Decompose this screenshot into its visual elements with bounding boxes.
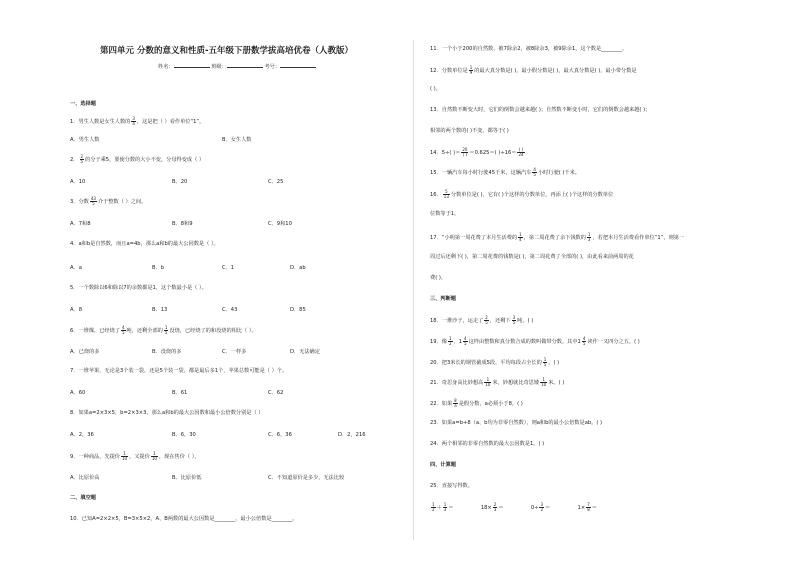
- fraction: $\frac{4}{5}$: [582, 336, 586, 346]
- option[interactable]: D．无法确定: [290, 349, 320, 355]
- page-title: 第四单元 分数的意义和性质-五年级下册数学拔高培优卷（人教版）: [100, 46, 353, 56]
- fraction: $\frac{1}{5}$: [164, 325, 168, 335]
- fraction: $\frac{1}{10}$: [485, 377, 491, 387]
- question-1: 1．男生人数是女生人数的 $\frac{3}{4}$ ，这是把（ ）看作单位“1”。: [70, 116, 205, 126]
- option[interactable]: A．男生人数: [70, 137, 100, 143]
- fraction: $\frac{4}{5}$: [122, 325, 125, 335]
- fraction: $\frac{2}{3}$: [493, 502, 497, 512]
- fraction: $\frac{1}{3}$: [587, 232, 591, 242]
- question-7: 7．一堆苹果，无论是3个装一袋，还是5个装一袋，都是最后多1个，苹果总数可能是（ ）个。: [70, 368, 288, 374]
- question-10: 10．已知A=2×2×5，B=3×5×2，A、B两数的最大公因数是________，最小公倍数是________。: [70, 516, 298, 522]
- fraction: $\frac{3}{5}$: [512, 315, 516, 325]
- question-19: 19．像 $\frac{1}{2}$ 、1 $\frac{4}{5}$ 这样由整数和真分数合成的数叫做带分数。其中1 $\frac{4}{5}$ 读作一又四分之五。( ): [430, 336, 640, 346]
- question-17-cont: 周过后还剩下( )，第二周花费的钱数是( )，第二周花费了全部的( )，由此看来前两周的花: [430, 254, 634, 260]
- fraction: $\frac{1}{10}$: [151, 451, 157, 461]
- fraction: $\frac{4}{5}$: [533, 167, 536, 177]
- student-info: [158, 62, 316, 70]
- question-11: 11．一个小于200的自然数，被7除余2，被8除余3，被9除余1，这个数是________。: [430, 46, 628, 52]
- option[interactable]: C．1: [222, 265, 235, 271]
- question-13: 13．自然数不断变大时，它们的倒数会越来越( )；自然数不断变小时，它们的倒数会越来越( )；: [430, 107, 651, 113]
- fraction: $\frac{43}{5}$: [90, 196, 96, 206]
- question-14: 14．5÷( )＝ $\frac{20}{( )}$ ＝0.625＝( )÷16＝ $\frac{( )}{24}$: [430, 147, 524, 157]
- fraction: $\frac{7}{8}$: [587, 502, 590, 512]
- option[interactable]: B．8和9: [172, 221, 193, 227]
- option[interactable]: A．2，36: [70, 432, 94, 438]
- number-blank[interactable]: [280, 62, 316, 68]
- option[interactable]: A．60: [70, 390, 86, 396]
- fraction: $\frac{20}{( )}$: [462, 147, 468, 157]
- option[interactable]: A．已烧的多: [70, 349, 100, 355]
- option[interactable]: A．7和8: [70, 221, 91, 227]
- fraction: $\frac{5}{13}$: [443, 189, 449, 199]
- fraction: $\frac{1}{10}$: [541, 377, 547, 387]
- option[interactable]: A．比原价高: [70, 475, 100, 481]
- fraction: $\frac{( )}{24}$: [518, 147, 524, 157]
- question-17-cont2: 费( )。: [430, 275, 447, 281]
- section-heading: 三、判断题: [430, 296, 456, 302]
- question-12: 12．分数单位是 $\frac{1}{9}$ 的最大真分数是( )，最小假分数是( )，最大真分数是( )，最小带分数是: [430, 65, 637, 75]
- option[interactable]: C．62: [268, 390, 284, 396]
- question-21: 21．奇思身高比妙想高 $\frac{1}{10}$ 米，妙想就比奇思矮 $\frac{1}{10}$ 米。( ): [430, 377, 565, 387]
- question-6: 6．一堆煤，已经烧了 $\frac{4}{5}$ 吨，还剩全部的 $\frac{1}{5}$ 没烧，已经烧了的和没烧的相比（ ）。: [70, 325, 257, 335]
- question-17: 17．“小明第一周花费了本月生活费的 $\frac{1}{4}$ ，第二周花费了余下钱数的 $\frac{1}{3}$ ，若把本月生活费看作单位“1”，则第一: [430, 232, 685, 242]
- question-18: 18．一堆沙子，运走了 $\frac{2}{5}$ ，还剩下 $\frac{3}{5}$ 吨。( ): [430, 315, 534, 325]
- question-8: 8．如果a=2×3×5，b=2×3×3，那么a和b的最大公因数和最小公倍数分别是（ ）: [70, 410, 264, 416]
- question-25: 25．直接写得数。: [430, 483, 473, 489]
- fraction: $\frac{1}{3}$: [443, 502, 447, 512]
- question-24: 24．两个相邻的非零自然数的最大公因数是1。( ): [430, 441, 545, 447]
- option[interactable]: A．a: [70, 265, 82, 271]
- number-label: 考号：: [264, 64, 281, 70]
- fraction: $\frac{4}{5}$: [464, 336, 467, 346]
- option[interactable]: B．b: [152, 265, 165, 271]
- question-15: 15．一辆汽车每小时行驶45千米，这辆汽车 $\frac{4}{5}$ 小时行驶( )千米。: [430, 167, 580, 177]
- option[interactable]: B．13: [152, 307, 168, 313]
- section-heading: 二、填空题: [70, 495, 96, 501]
- option[interactable]: B．女生人数: [222, 137, 252, 143]
- option[interactable]: A．8: [70, 307, 83, 313]
- section-heading: 一、选择题: [70, 101, 96, 107]
- fraction: $\frac{3}{2}$: [540, 502, 544, 512]
- fraction: $\frac{8}{a}$: [454, 398, 457, 408]
- fraction: $\frac{2}{5}$: [80, 154, 84, 164]
- section-heading: 四、计算题: [430, 462, 456, 468]
- name-label: 姓名：: [158, 64, 174, 70]
- fraction: $\frac{1}{9}$: [469, 65, 473, 75]
- question-3: 3．分数 $\frac{43}{5}$ 介于整数（ ）之间。: [70, 196, 147, 206]
- fraction: $\frac{1}{2}$: [432, 502, 435, 512]
- fraction: $\frac{2}{5}$: [485, 315, 488, 325]
- question-22: 22．如果 $\frac{8}{a}$ 是假分数，a必须小于8。( ): [430, 398, 523, 408]
- question-20: 20．把3米长的钢管截成5段，平均每段占全长的 $\frac{1}{5}$ 。( ): [430, 357, 560, 367]
- option[interactable]: B．20: [172, 179, 188, 185]
- option[interactable]: D．2，216: [338, 432, 366, 438]
- option[interactable]: A．10: [70, 179, 86, 185]
- option[interactable]: D．85: [290, 307, 306, 313]
- fraction: $\frac{1}{2}$: [448, 336, 452, 346]
- option[interactable]: B．没烧的多: [152, 349, 182, 355]
- fraction: $\frac{1}{5}$: [543, 357, 547, 367]
- question-2: 2． $\frac{2}{5}$ 的分子乘5，要使分数的大小不变，分母得变成（ ）: [70, 154, 205, 164]
- question-23: 23．如果a=b+8（a、b均为非零自然数），则a和b的最小公倍数是ab。( ): [430, 420, 603, 426]
- question-13-cont: 相邻的两个数的( )不变，都等于( ): [430, 128, 509, 134]
- question-16: 16． $\frac{5}{13}$ 分数单位是( )，它有( )个这样的分数单位，再添上( )个这样的分数单位: [430, 189, 614, 199]
- option[interactable]: C．9和10: [268, 221, 292, 227]
- question-16-cont: 位数等于1。: [430, 211, 460, 217]
- fraction: $\frac{1}{10}$: [122, 451, 128, 461]
- option[interactable]: C．43: [222, 307, 238, 313]
- question-12-cont: ( )。: [430, 86, 441, 92]
- option[interactable]: B．比原价低: [172, 475, 202, 481]
- calc-row: $\frac{1}{2}$ ＋ $\frac{1}{3}$ ＝ 18× $\frac{2}{3}$ ＝ 0÷ $\frac{3}{2}$ ＝ 1× $\frac{7}{8}$ ＝: [432, 502, 597, 512]
- option[interactable]: C．6，36: [268, 432, 292, 438]
- option[interactable]: C．不知道原价是多少，无法比较: [268, 475, 345, 481]
- option[interactable]: D．ab: [290, 265, 306, 271]
- option[interactable]: C．25: [268, 179, 284, 185]
- class-blank[interactable]: [227, 62, 263, 68]
- option[interactable]: C．一样多: [222, 349, 247, 355]
- right-page: [397, 0, 794, 562]
- fraction: $\frac{3}{4}$: [132, 116, 135, 126]
- option[interactable]: B．61: [172, 390, 188, 396]
- name-blank[interactable]: [174, 62, 210, 68]
- fraction: $\frac{1}{4}$: [519, 232, 522, 242]
- option[interactable]: B．6，30: [172, 432, 196, 438]
- question-4: 4．a和b是自然数，而且a=4b，那么a和b的最大公因数是（ ）。: [70, 241, 219, 247]
- class-label: 班级：: [211, 64, 227, 70]
- question-9: 9．一种商品，先提价 $\frac{1}{10}$ ，又提价 $\frac{1}{10}$ ，现在售价（ ）。: [70, 451, 200, 461]
- question-5: 5．一个数除以6和除以7的余数都是1，这个数最小是（ ）。: [70, 285, 207, 291]
